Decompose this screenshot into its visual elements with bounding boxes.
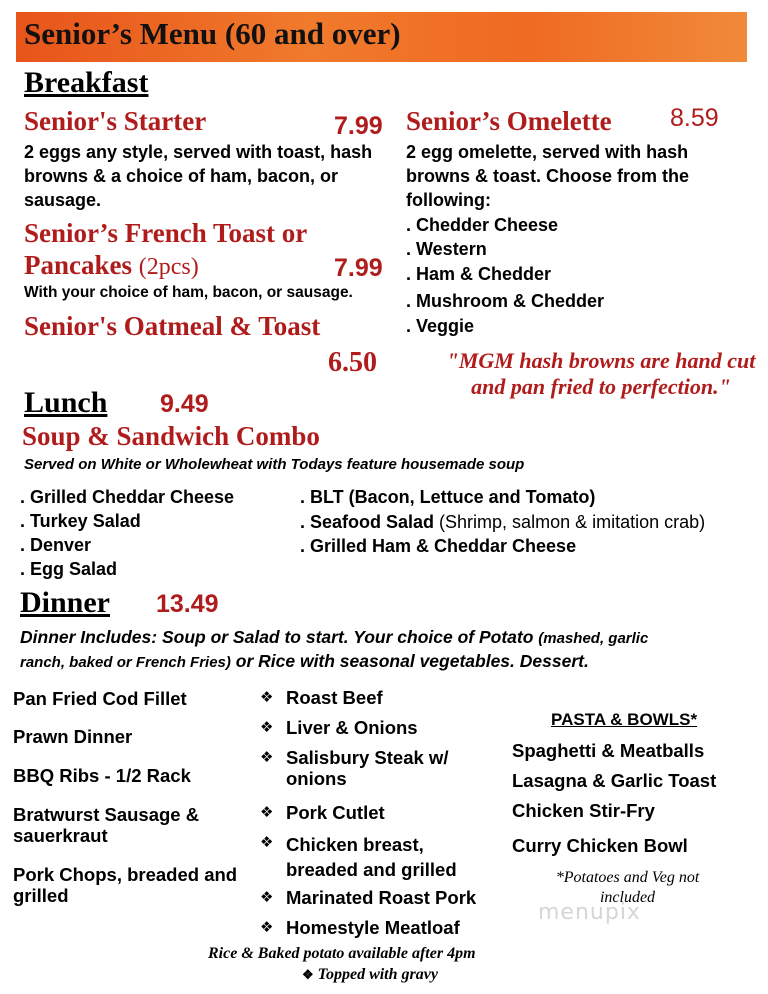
french-toast-title: Senior’s French Toast or xyxy=(24,218,308,248)
diamond-icon: ❖ xyxy=(260,689,274,706)
starter-desc: 2 eggs any style, served with toast, hash browns & a choice of ham, bacon, or sausage. xyxy=(24,142,373,210)
dinner-item-label: Chicken breast, breaded and grilled xyxy=(286,834,457,880)
omelette-title: Senior’s Omelette xyxy=(406,106,612,136)
french-toast-price: 7.99 xyxy=(334,254,383,282)
hash-browns-quote: "MGM hash browns are hand cut and pan fried to perfection." xyxy=(446,348,756,399)
footer-note-gravy xyxy=(302,966,438,984)
french-toast-qty: (2pcs) xyxy=(138,254,199,280)
omelette-option: . Veggie xyxy=(406,316,475,336)
dinner-item-label: Pork Cutlet xyxy=(286,802,385,823)
dinner-item-diamond xyxy=(260,687,500,708)
diamond-icon: ❖ xyxy=(260,889,274,906)
dinner-includes-line1 xyxy=(20,627,648,648)
omelette-price: 8.59 xyxy=(670,104,719,132)
dinner-includes-b: (mashed, garlic xyxy=(538,630,649,647)
pasta-heading: PASTA & BOWLS* xyxy=(551,710,698,729)
dinner-heading: Dinner xyxy=(20,586,110,619)
sandwich-note: (Shrimp, salmon & imitation crab) xyxy=(434,512,706,532)
dinner-item-label: Liver & Onions xyxy=(286,717,418,738)
footer-gravy-label: Topped with gravy xyxy=(317,966,438,983)
dinner-item: BBQ Ribs - 1/2 Rack xyxy=(13,765,191,786)
dinner-item-label: Salisbury Steak w/ onions xyxy=(286,747,449,789)
diamond-icon: ❖ xyxy=(302,967,314,982)
omelette-option: . Mushroom & Chedder xyxy=(406,291,605,311)
dinner-item-diamond xyxy=(260,717,500,738)
pasta-item: Lasagna & Garlic Toast xyxy=(512,770,717,791)
dinner-includes-d: or Rice with seasonal vegetables. Dessert. xyxy=(230,651,589,671)
oatmeal-price: 6.50 xyxy=(328,347,377,378)
dinner-includes-line2 xyxy=(20,651,589,672)
diamond-icon: ❖ xyxy=(260,804,274,821)
omelette-option: . Ham & Chedder xyxy=(406,264,552,284)
sandwich-name: . Grilled Ham & Cheddar Cheese xyxy=(300,536,577,556)
dinner-item: Bratwurst Sausage & sauerkraut xyxy=(13,804,200,846)
dinner-item-label: Homestyle Meatloaf xyxy=(286,917,460,938)
dinner-item-label: Marinated Roast Pork xyxy=(286,887,477,908)
dinner-item-diamond xyxy=(260,887,500,908)
menupix-watermark: menupix xyxy=(538,900,641,925)
footer-note-rice: Rice & Baked potato available after 4pm xyxy=(208,945,476,962)
sandwich-item: . Egg Salad xyxy=(20,559,118,579)
combo-title: Soup & Sandwich Combo xyxy=(22,421,320,451)
sandwich-item-right xyxy=(300,536,576,557)
combo-desc: Served on White or Wholewheat with Todays feature housemade soup xyxy=(24,456,525,473)
diamond-icon: ❖ xyxy=(260,719,274,736)
oatmeal-title: Senior's Oatmeal & Toast xyxy=(24,311,321,341)
diamond-icon: ❖ xyxy=(260,919,274,936)
sandwich-item: . Denver xyxy=(20,535,92,555)
sandwich-item-right xyxy=(300,487,595,508)
sandwich-name: . BLT (Bacon, Lettuce and Tomato) xyxy=(300,487,596,507)
pasta-item: Curry Chicken Bowl xyxy=(512,835,688,856)
omelette-option: . Chedder Cheese xyxy=(406,215,559,235)
french-toast-title-2 xyxy=(24,250,199,281)
sandwich-name: . Seafood Salad xyxy=(300,512,435,532)
breakfast-heading: Breakfast xyxy=(24,66,149,99)
dinner-item-label: Roast Beef xyxy=(286,687,383,708)
menu-title: Senior’s Menu (60 and over) xyxy=(24,16,401,51)
sandwich-item: . Turkey Salad xyxy=(20,511,141,531)
french-toast-title-line2: Pancakes xyxy=(24,250,132,280)
dinner-item: Pan Fried Cod Fillet xyxy=(13,688,187,709)
pasta-item: Chicken Stir-Fry xyxy=(512,800,655,821)
dinner-includes-c: ranch, baked or French Fries) xyxy=(20,654,231,671)
dinner-includes-a: Dinner Includes: Soup or Salad to start. Your choice of Potato xyxy=(20,627,539,647)
sandwich-item-right xyxy=(300,512,705,533)
diamond-icon: ❖ xyxy=(260,834,274,851)
dinner-item-diamond xyxy=(260,832,500,882)
pasta-note: *Potatoes and Veg not included xyxy=(555,869,700,906)
dinner-item-diamond xyxy=(260,747,500,789)
lunch-heading: Lunch xyxy=(24,386,108,419)
dinner-item-diamond xyxy=(260,802,500,823)
dinner-item-diamond xyxy=(260,917,500,938)
diamond-icon: ❖ xyxy=(260,749,274,766)
starter-title: Senior's Starter xyxy=(24,106,207,136)
lunch-price: 9.49 xyxy=(160,390,209,418)
dinner-item: Pork Chops, breaded and grilled xyxy=(13,864,238,906)
dinner-price: 13.49 xyxy=(156,590,219,618)
omelette-desc: 2 egg omelette, served with hash browns & toast. Choose from the following: xyxy=(406,142,690,210)
sandwich-item: . Grilled Cheddar Cheese xyxy=(20,487,235,507)
omelette-option: . Western xyxy=(406,239,487,259)
starter-price: 7.99 xyxy=(334,112,383,140)
pasta-item: Spaghetti & Meatballs xyxy=(512,740,705,761)
french-toast-desc: With your choice of ham, bacon, or sausage. xyxy=(24,284,353,301)
dinner-item: Prawn Dinner xyxy=(13,726,133,747)
